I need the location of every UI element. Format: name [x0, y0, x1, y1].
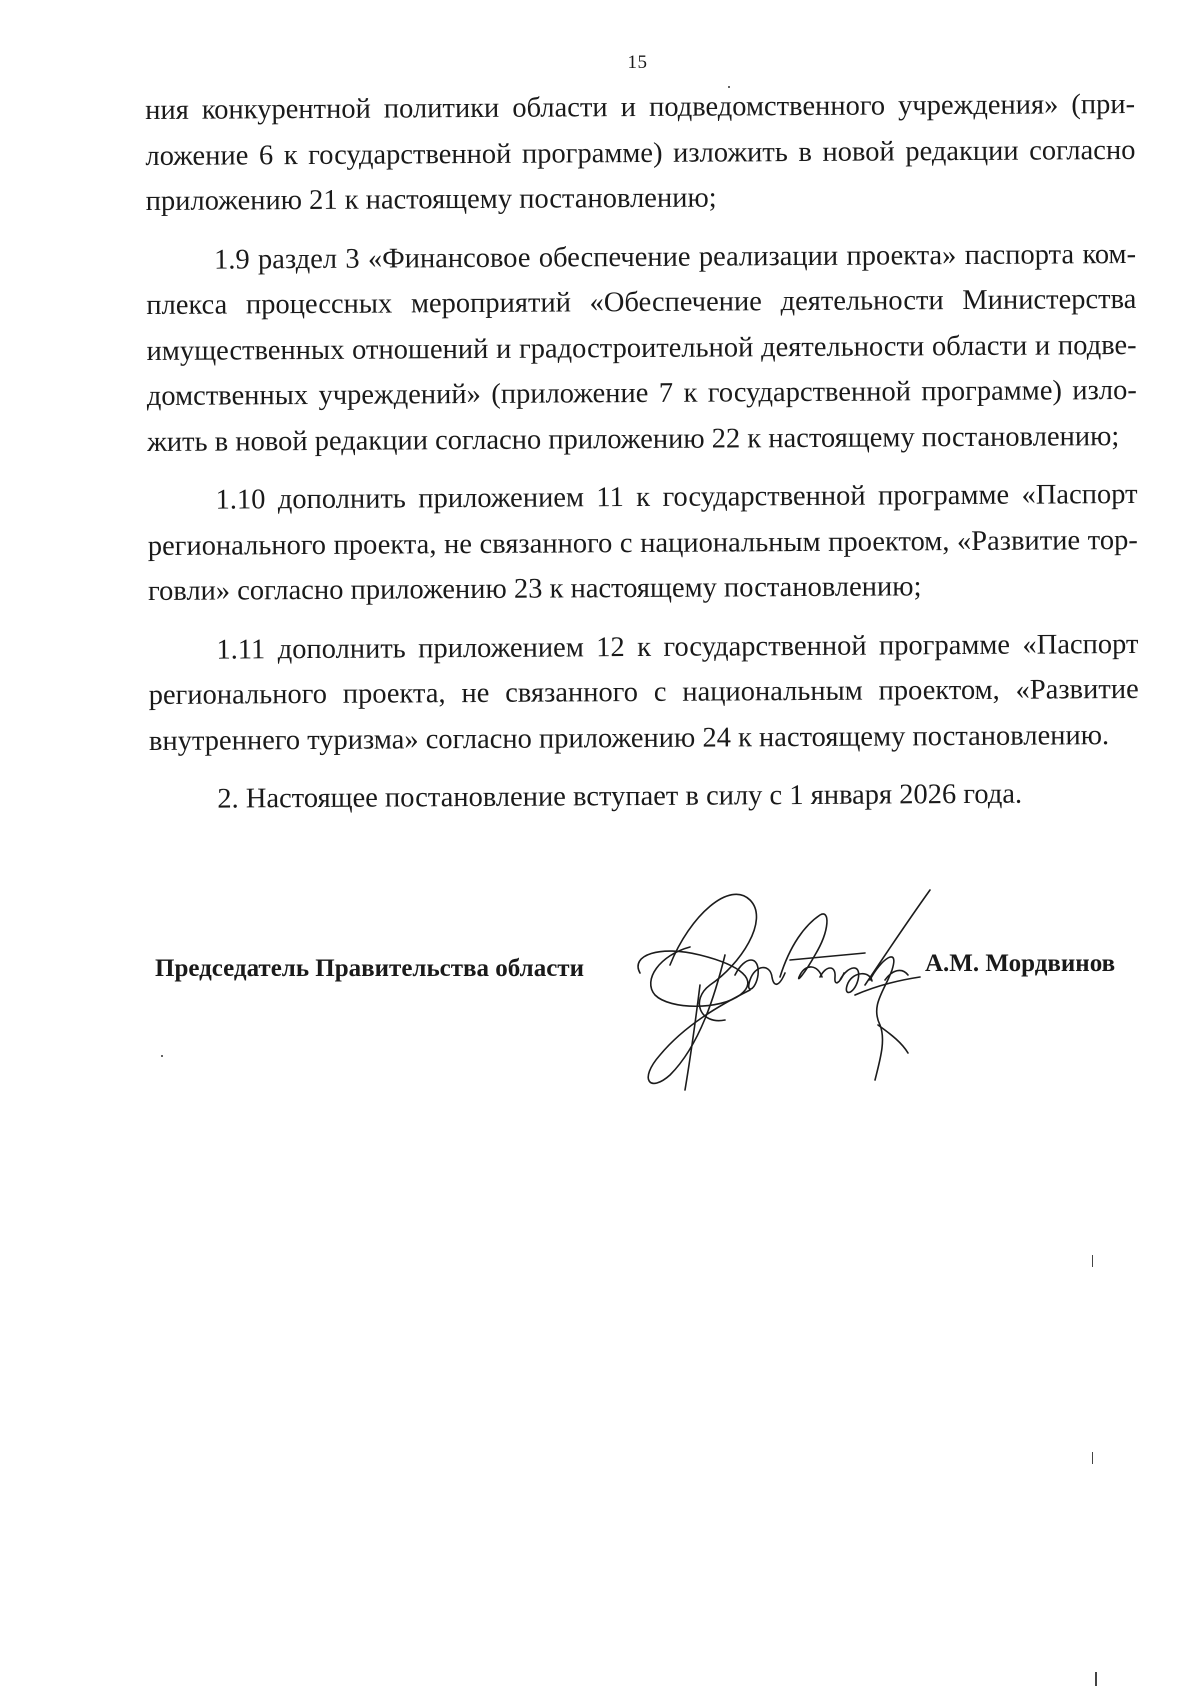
scan-edge-mark	[1092, 1452, 1093, 1464]
page-number: 15	[627, 52, 648, 73]
scan-speck	[161, 1055, 163, 1057]
scan-edge-mark	[1095, 1672, 1097, 1686]
scan-speck	[728, 86, 730, 88]
paragraph-item-2: 2. Настоящее постановление вступает в силу с 1 января 2026 года.	[217, 778, 1023, 815]
paragraph-item-1-11: 1.11 дополнить приложением 12 к государственной программе «Паспорт регионального проекта, не связанного с национальным проектом, «Развитие внутреннего туризма» согласно приложению 24 к настоящему постановлению.	[148, 628, 1139, 757]
signer-title: Председатель Правительства области	[155, 955, 584, 982]
paragraph-continuation: ния конкурентной политики области и подведомственного учреждения» (приложение 6 к государственной программе) изложить в новой редакции согласно приложению 21 к настоящему постановлению;	[145, 88, 1136, 217]
paragraph-item-1-9: 1.9 раздел 3 «Финансовое обеспечение реализации проекта» паспорта комплекса процессных мероприятий «Обеспечение деятельности Министерства имущественных отношений и градостроительной деятельности области и подведомственных учреждений» (приложение 7 к государственной программе) изложить в новой редакции согласно приложению 22 к настоящему постановлению;	[146, 238, 1137, 458]
paragraph-item-1-10: 1.10 дополнить приложением 11 к государственной программе «Паспорт регионального проекта, не связанного с национальным проектом, «Развитие торговли» согласно приложению 23 к настоящему постановлению;	[147, 478, 1138, 607]
handwritten-signature	[630, 885, 950, 1095]
scan-edge-mark	[1092, 1255, 1093, 1267]
signer-name: А.М. Мордвинов	[925, 950, 1116, 977]
